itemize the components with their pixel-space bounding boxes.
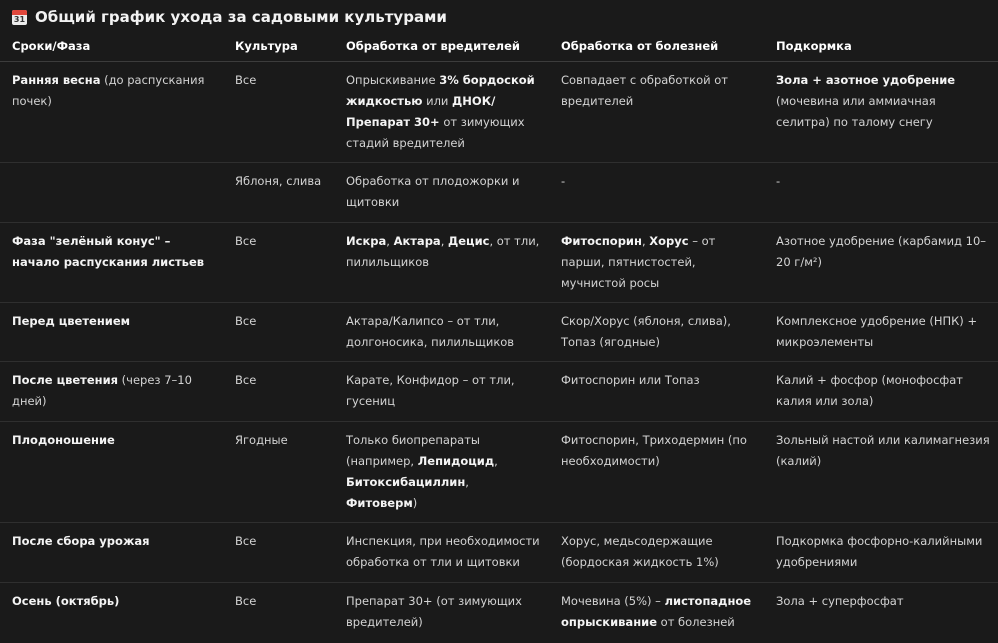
table-row [0,223,998,303]
cell-diseases: Совпадает с обработкой от вредителей [549,62,764,163]
column-header-feeding: Подкормка [764,31,998,62]
cell-phase: Фаза "зелёный конус" – начало распускания листьев [0,223,223,303]
cell-crop: Все [223,362,334,422]
cell-phase: Осень (октябрь) [12,594,120,608]
cell-diseases: - [549,163,764,223]
cell-crop: Все [223,303,334,362]
cell-diseases: Фитоспорин или Топаз [549,362,764,422]
table-row [0,523,998,583]
cell-phase: После сбора урожая [0,523,223,583]
cell-pests: Актара/Калипсо – от тли, долгоносика, пилильщиков [334,303,549,362]
cell-feeding: Зола + азотное удобрение (мочевина или аммиачная селитра) по талому снегу [764,62,998,163]
cell-diseases: Мочевина (5%) – листопадное опрыскивание от болезней [561,594,752,629]
cell-diseases: Фитоспорин, Триходермин (по необходимости) [549,422,764,523]
cell-crop: Все [223,62,334,163]
cell-pests: Только биопрепараты (например, Лепидоцид, Битоксибациллин, Фитоверм) [334,422,549,523]
cell-diseases: Фитоспорин, Хорус – от парши, пятнистостей, мучнистой росы [549,223,764,303]
table-row [0,303,998,362]
cell-diseases: Хорус, медьсодержащие (бордоская жидкость 1%) [549,523,764,583]
page-title-text: Общий график ухода за садовыми культурами [35,8,447,26]
cell-pests: Опрыскивание 3% бордоской жидкостью или ДНОК/Препарат 30+ от зимующих стадий вредителей [334,62,549,163]
cell-feeding: Азотное удобрение (карбамид 10–20 г/м²) [764,223,998,303]
cell-pests: Инспекция, при необходимости обработка от тли и щитовки [334,523,549,583]
table-row [0,163,998,223]
cell-phase: Плодоношение [0,422,223,523]
cell-crop: Все [235,594,257,608]
cell-pests: Искра, Актара, Децис, от тли, пилильщиков [334,223,549,303]
page-title [12,6,447,28]
cell-phase [0,163,223,223]
table-row [0,62,998,163]
table-row [0,583,998,643]
cell-diseases: Скор/Хорус (яблоня, слива), Топаз (ягодные) [549,303,764,362]
cell-crop: Все [223,523,334,583]
cell-phase: Ранняя весна (до распускания почек) [0,62,223,163]
cell-feeding: Зольный настой или калимагнезия (калий) [764,422,998,523]
cell-pests: Карате, Конфидор – от тли, гусениц [334,362,549,422]
table-row [0,422,998,523]
column-header-phase: Сроки/Фаза [0,31,223,62]
cell-phase: Перед цветением [0,303,223,362]
cell-crop: Ягодные [223,422,334,523]
cell-phase: После цветения (через 7–10 дней) [0,362,223,422]
cell-crop: Яблоня, слива [223,163,334,223]
cell-feeding: - [764,163,998,223]
cell-feeding: Калий + фосфор (монофосфат калия или зола) [764,362,998,422]
cell-pests: Обработка от плодожорки и щитовки [334,163,549,223]
column-header-pests: Обработка от вредителей [334,31,549,62]
cell-feeding: Комплексное удобрение (НПК) + микроэлементы [764,303,998,362]
cell-crop: Все [223,223,334,303]
care-schedule-table [0,31,998,643]
cell-pests: Препарат 30+ (от зимующих вредителей) [346,594,522,629]
table-header-row [0,31,998,62]
cell-feeding: Зола + суперфосфат [776,594,904,608]
cell-feeding: Подкормка фосфорно-калийными удобрениями [764,523,998,583]
calendar-icon: 31 [12,10,27,25]
table-row [0,362,998,422]
column-header-crop: Культура [223,31,334,62]
column-header-diseases: Обработка от болезней [549,31,764,62]
